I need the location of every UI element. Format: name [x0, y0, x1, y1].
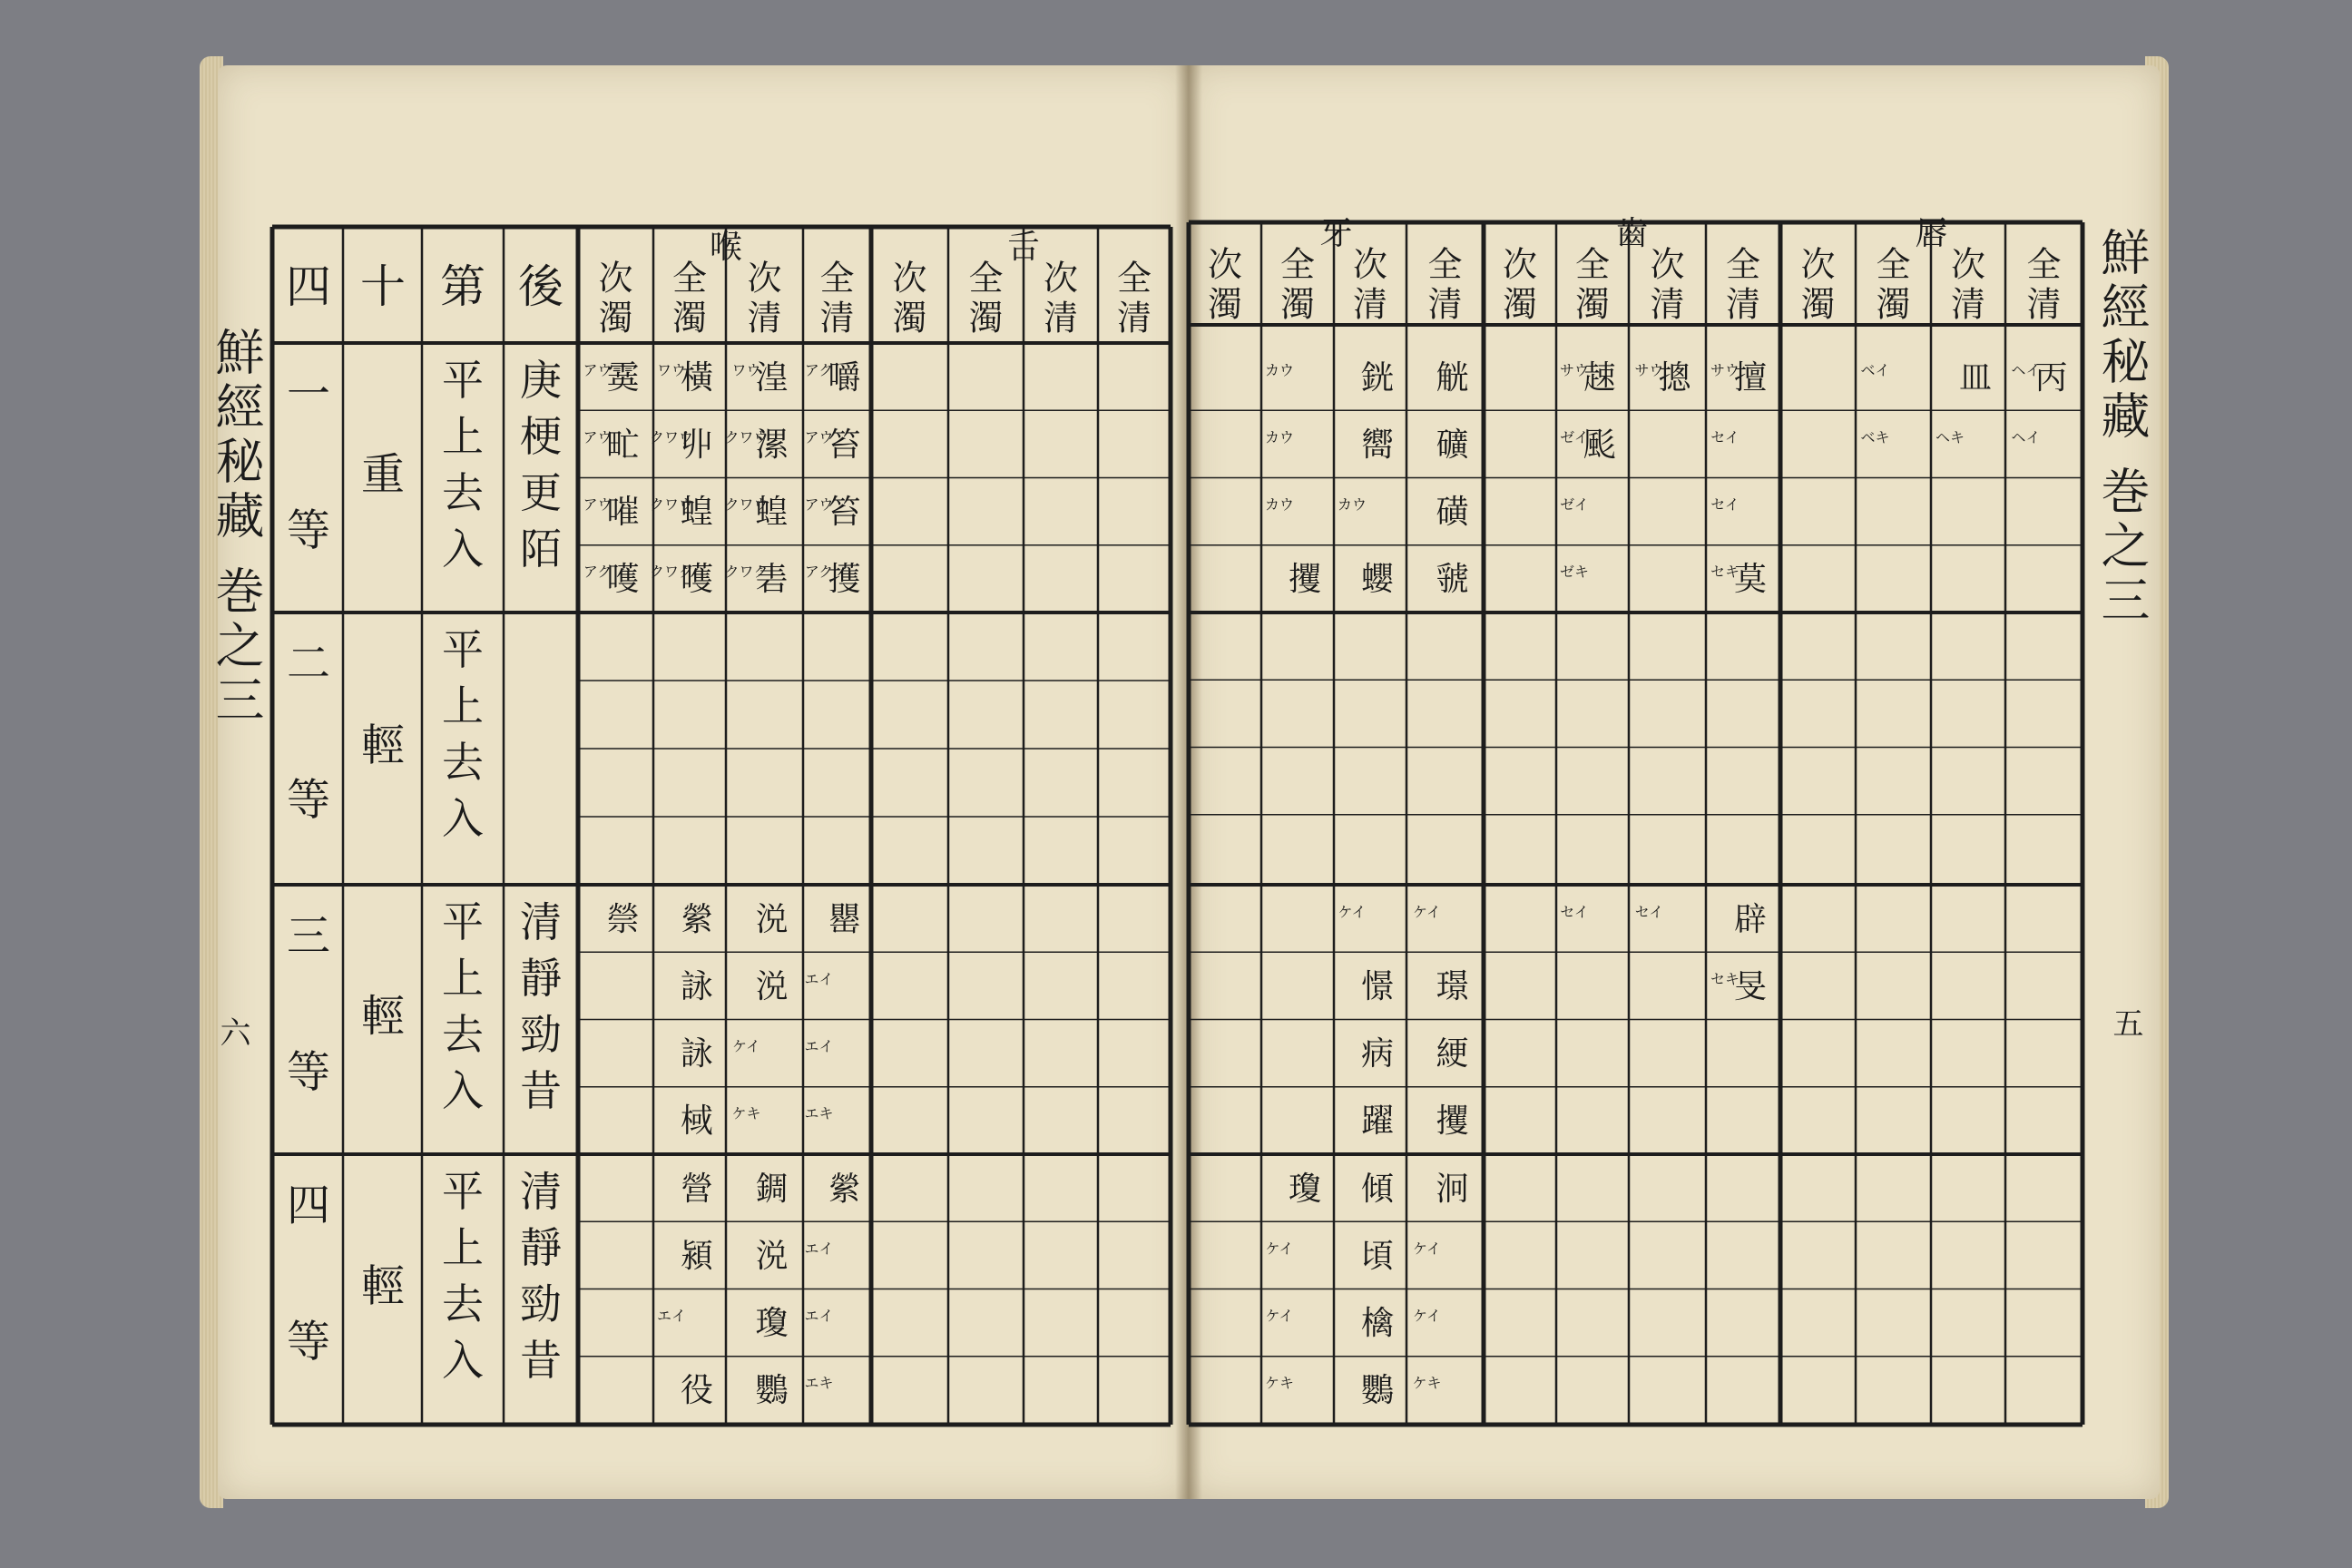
- rime-character: 甿: [606, 426, 640, 464]
- left-column-header-label: 清: [747, 298, 782, 338]
- rhyme-character: 更: [520, 468, 562, 517]
- kana-reading: クワウ: [724, 428, 769, 446]
- right-column-header-label: 全: [1279, 244, 1316, 285]
- molar-rime-character: 璟: [1436, 968, 1469, 1005]
- rime-character: 瓊: [755, 1305, 789, 1342]
- kana-reading: ケキ: [731, 1104, 761, 1122]
- rime-character: 丱: [680, 426, 714, 464]
- molar-rime-character: 銧: [1360, 359, 1395, 397]
- grade-label: 二: [286, 638, 331, 690]
- molar-rime-character: 頃: [1360, 1238, 1395, 1275]
- tone-labels: 去: [442, 738, 484, 787]
- tone-labels: 上: [442, 412, 484, 461]
- dental-rime-character: 趚: [1583, 359, 1617, 397]
- left-column-header-label: 次: [598, 258, 633, 299]
- grade-label: 等: [286, 505, 331, 556]
- left-column-header-label: 濁: [598, 298, 633, 338]
- molar-rime-character: 嚮: [1360, 426, 1395, 464]
- kana-reading: ベキ: [1860, 428, 1890, 446]
- grade-label: 等: [286, 1046, 331, 1098]
- molar-rime-character: 躍: [1360, 1102, 1395, 1140]
- left-column-header-label: 次: [892, 258, 927, 299]
- tone-labels: 平: [442, 1167, 484, 1216]
- kana-reading: ケキ: [1264, 1374, 1295, 1392]
- left-column-header-label: 全: [968, 258, 1004, 299]
- right-column-header-label: 濁: [1279, 284, 1316, 325]
- rime-character: 砉: [755, 561, 789, 598]
- left-column-header-label: 清: [819, 298, 855, 338]
- kana-reading: クワウ: [724, 495, 769, 514]
- tone-labels: 平: [442, 897, 484, 946]
- rime-character: 漯: [755, 426, 789, 464]
- right-column-header-label: 清: [1650, 284, 1685, 325]
- right-group-header: 齒: [1615, 215, 1649, 252]
- right-column-header-label: 清: [1427, 284, 1463, 325]
- tone-labels: 入: [442, 1336, 484, 1385]
- rime-character: 湟: [755, 359, 789, 397]
- kana-reading: エイ: [804, 970, 834, 988]
- labial-rime-character: 皿: [1958, 359, 1993, 397]
- left-column-header-label: 全: [1116, 258, 1152, 299]
- right-column-header-label: 次: [1502, 244, 1538, 285]
- kana-reading: エキ: [804, 1104, 834, 1122]
- right-column-header-label: 次: [1950, 244, 1986, 285]
- rhyme-character: 梗: [520, 412, 562, 461]
- right-group-header: 唇: [1915, 215, 1948, 252]
- right-column-header-label: 次: [1352, 244, 1388, 285]
- tongue-group-header: 舌: [1006, 229, 1041, 266]
- rime-character: 蝗: [755, 494, 789, 531]
- rime-character: 擭: [828, 561, 861, 598]
- kana-reading: セキ: [1710, 970, 1740, 988]
- dental-rime-character: 颩: [1583, 426, 1617, 464]
- kana-reading: クワウ: [649, 495, 694, 514]
- right-column-header-label: 全: [1574, 244, 1611, 285]
- kana-reading: サウ: [1634, 361, 1664, 379]
- kana-reading: エキ: [804, 1374, 834, 1392]
- rime-character: 嚼: [828, 359, 861, 397]
- rime-character: 蝗: [680, 494, 714, 531]
- kana-reading: クワク: [724, 563, 769, 581]
- rhyme-character: 勁: [520, 1279, 562, 1328]
- rime-character: 涚: [755, 901, 789, 938]
- rime-character: 詠: [680, 968, 714, 1005]
- tone-labels: 上: [442, 954, 484, 1003]
- molar-rime-character: 泂: [1436, 1171, 1469, 1208]
- molar-rime-character: 鸚: [1360, 1372, 1395, 1409]
- right-column-header-label: 濁: [1502, 284, 1538, 325]
- kana-reading: ゼキ: [1559, 563, 1590, 581]
- kana-reading: クワク: [649, 563, 694, 581]
- left-column-header-label: 全: [671, 258, 708, 299]
- kana-reading: ケイ: [1338, 903, 1367, 921]
- right-column-header-label: 全: [1427, 244, 1463, 285]
- rime-character: 錭: [755, 1171, 789, 1208]
- kana-reading: カウ: [1264, 495, 1295, 514]
- molar-rime-character: 攫: [1288, 561, 1322, 598]
- kana-reading: サウ: [1559, 361, 1590, 379]
- kana-reading: ケキ: [1412, 1374, 1442, 1392]
- labial-rime-character: 丙: [2034, 359, 2068, 397]
- left-page-number: 六: [214, 1016, 250, 1047]
- right-column-header-label: 濁: [1800, 284, 1836, 325]
- right-group-header: 牙: [1319, 215, 1353, 252]
- dental-rime-character: 旻: [1733, 968, 1768, 1005]
- kana-reading: アウ: [583, 361, 612, 379]
- kana-reading: セイ: [1710, 428, 1740, 446]
- molar-rime-character: 病: [1360, 1035, 1395, 1073]
- kana-reading: ケイ: [1413, 1307, 1441, 1325]
- kana-reading: アウ: [583, 495, 612, 514]
- rhyme-row-label: 第: [440, 260, 485, 313]
- right-column-header-label: 次: [1650, 244, 1685, 285]
- molar-rime-character: 攫: [1436, 1102, 1469, 1140]
- kana-reading: アウ: [804, 495, 834, 514]
- rime-character: 鸚: [755, 1372, 789, 1409]
- right-column-header-label: 濁: [1207, 284, 1243, 325]
- rime-character: 營: [680, 1171, 714, 1208]
- tone-labels: 入: [442, 794, 484, 843]
- rime-character: 詠: [680, 1035, 714, 1073]
- tone-labels: 入: [442, 1066, 484, 1115]
- kana-reading: ケイ: [1265, 1307, 1294, 1325]
- grade-label: 等: [286, 774, 331, 826]
- kana-reading: アク: [804, 361, 834, 379]
- right-page-number: 五: [2107, 1007, 2143, 1038]
- rime-character: 笞: [828, 494, 861, 531]
- rime-character: 罌: [828, 901, 861, 938]
- molar-rime-character: 觥: [1436, 359, 1469, 397]
- weight-label: 輕: [360, 991, 406, 1042]
- rime-character: 橫: [680, 359, 714, 397]
- rime-character: 涚: [755, 1238, 789, 1275]
- kana-reading: セキ: [1710, 563, 1740, 581]
- kana-reading: ワウ: [656, 361, 687, 379]
- left-column-header-label: 清: [1043, 298, 1079, 338]
- molar-rime-character: 綆: [1436, 1035, 1469, 1073]
- rhyme-character: 昔: [520, 1336, 562, 1385]
- rime-character: 涚: [755, 968, 789, 1005]
- tone-labels: 去: [442, 468, 484, 517]
- rhyme-count-top: 十: [360, 260, 406, 313]
- left-column-header-label: 次: [747, 258, 782, 299]
- tone-labels: 上: [442, 681, 484, 730]
- kana-reading: サウ: [1710, 361, 1740, 379]
- tone-labels: 上: [442, 1223, 484, 1272]
- molar-rime-character: 虢: [1436, 561, 1469, 598]
- kana-reading: ヘイ: [2011, 361, 2041, 379]
- kana-reading: カウ: [1264, 361, 1295, 379]
- right-column-header-label: 全: [1876, 244, 1911, 285]
- right-column-header-label: 清: [1725, 284, 1761, 325]
- kana-reading: アウ: [583, 428, 612, 446]
- rhyme-character: 昔: [520, 1066, 562, 1115]
- grade-label: 四: [286, 1180, 331, 1231]
- throat-group-header: 喉: [709, 229, 743, 266]
- kana-reading: セイ: [1710, 495, 1740, 514]
- kana-reading: アウ: [804, 428, 834, 446]
- dental-rime-character: 辟: [1733, 901, 1768, 938]
- right-column-header-label: 濁: [1574, 284, 1611, 325]
- rhyme-group-label: 後: [518, 260, 564, 313]
- right-column-header-label: 全: [2026, 244, 2062, 285]
- grade-label: 等: [286, 1316, 331, 1367]
- tone-labels: 平: [442, 625, 484, 674]
- rhyme-character: 庚: [520, 356, 562, 405]
- molar-rime-character: 蠳: [1360, 561, 1395, 598]
- dental-rime-character: 擅: [1733, 359, 1768, 397]
- rhyme-character: 清: [520, 1167, 562, 1216]
- molar-rime-character: 傾: [1360, 1171, 1395, 1208]
- rhyme-character: 靜: [520, 954, 562, 1003]
- molar-rime-character: 磺: [1436, 494, 1469, 531]
- molar-rime-character: 瓊: [1288, 1171, 1322, 1208]
- kana-reading: ケイ: [1413, 1240, 1441, 1258]
- rhyme-character: 勁: [520, 1010, 562, 1059]
- rime-character: 役: [680, 1372, 714, 1409]
- grade-label: 一: [286, 368, 331, 420]
- kana-reading: ゼイ: [1560, 495, 1589, 514]
- kana-reading: ヘキ: [1935, 428, 1965, 446]
- kana-reading: エイ: [804, 1240, 834, 1258]
- kana-reading: エイ: [804, 1307, 834, 1325]
- left-column-header-label: 濁: [968, 298, 1004, 338]
- kana-reading: エイ: [656, 1307, 687, 1325]
- right-folio-title: 鮮經秘藏 巻之三: [2093, 227, 2151, 630]
- tone-labels: 去: [442, 1279, 484, 1328]
- dental-rime-character: 莫: [1733, 561, 1768, 598]
- left-column-header-label: 全: [819, 258, 855, 299]
- left-column-header-label: 次: [1043, 258, 1079, 299]
- dental-rime-character: 摠: [1658, 359, 1691, 397]
- left-column-header-label: 清: [1116, 298, 1152, 338]
- right-column-header-label: 清: [1950, 284, 1986, 325]
- weight-label: 重: [360, 449, 406, 500]
- left-folio-title: 鮮經秘藏 巻之三: [208, 327, 265, 730]
- molar-rime-character: 檎: [1360, 1305, 1395, 1342]
- kana-reading: セイ: [1634, 903, 1664, 921]
- kana-reading: ケイ: [1413, 903, 1441, 921]
- right-column-header-label: 清: [1352, 284, 1388, 325]
- rime-character: 嚄: [680, 561, 714, 598]
- rhyme-character: 靜: [520, 1223, 562, 1272]
- kana-reading: カウ: [1337, 495, 1367, 514]
- right-column-header-label: 全: [1725, 244, 1761, 285]
- rime-character: 笞: [828, 426, 861, 464]
- rime-character: 嚄: [606, 561, 640, 598]
- weight-label: 輕: [360, 1260, 406, 1312]
- right-column-header-label: 濁: [1876, 284, 1911, 325]
- kana-reading: アク: [583, 563, 612, 581]
- molar-rime-character: 礦: [1436, 426, 1469, 464]
- grade-label: 三: [286, 910, 331, 962]
- kana-reading: クワウ: [649, 428, 694, 446]
- kana-reading: セイ: [1560, 903, 1589, 921]
- left-column-header-label: 濁: [671, 298, 708, 338]
- rhyme-character: 清: [520, 897, 562, 946]
- left-column-header-label: 濁: [892, 298, 927, 338]
- rime-character: 霙: [606, 359, 640, 397]
- kana-reading: ケイ: [732, 1037, 760, 1055]
- weight-label: 輕: [360, 720, 406, 771]
- tone-labels: 入: [442, 524, 484, 573]
- kana-reading: エイ: [804, 1037, 834, 1055]
- rime-character: 潁: [680, 1238, 714, 1275]
- kana-reading: ゼイ: [1560, 428, 1589, 446]
- right-column-header-label: 次: [1800, 244, 1836, 285]
- rhyme-character: 陌: [520, 524, 562, 573]
- kana-reading: ケイ: [1265, 1240, 1294, 1258]
- kana-reading: ベイ: [1860, 361, 1890, 379]
- kana-reading: アク: [804, 563, 834, 581]
- kana-reading: ヘイ: [2011, 428, 2041, 446]
- rime-character: 縈: [828, 1171, 861, 1208]
- rime-character: 嗺: [606, 494, 640, 531]
- kana-reading: カウ: [1264, 428, 1295, 446]
- kana-reading: ワウ: [731, 361, 761, 379]
- rime-character: 棫: [680, 1102, 714, 1140]
- right-column-header-label: 清: [2026, 284, 2062, 325]
- tone-labels: 去: [442, 1010, 484, 1059]
- molar-rime-character: 憬: [1360, 968, 1395, 1005]
- right-column-header-label: 次: [1207, 244, 1243, 285]
- rhyme-count-bottom: 四: [286, 260, 331, 313]
- rime-character: 縈: [680, 901, 714, 938]
- tone-labels: 平: [442, 356, 484, 405]
- rime-character: 禜: [606, 901, 640, 938]
